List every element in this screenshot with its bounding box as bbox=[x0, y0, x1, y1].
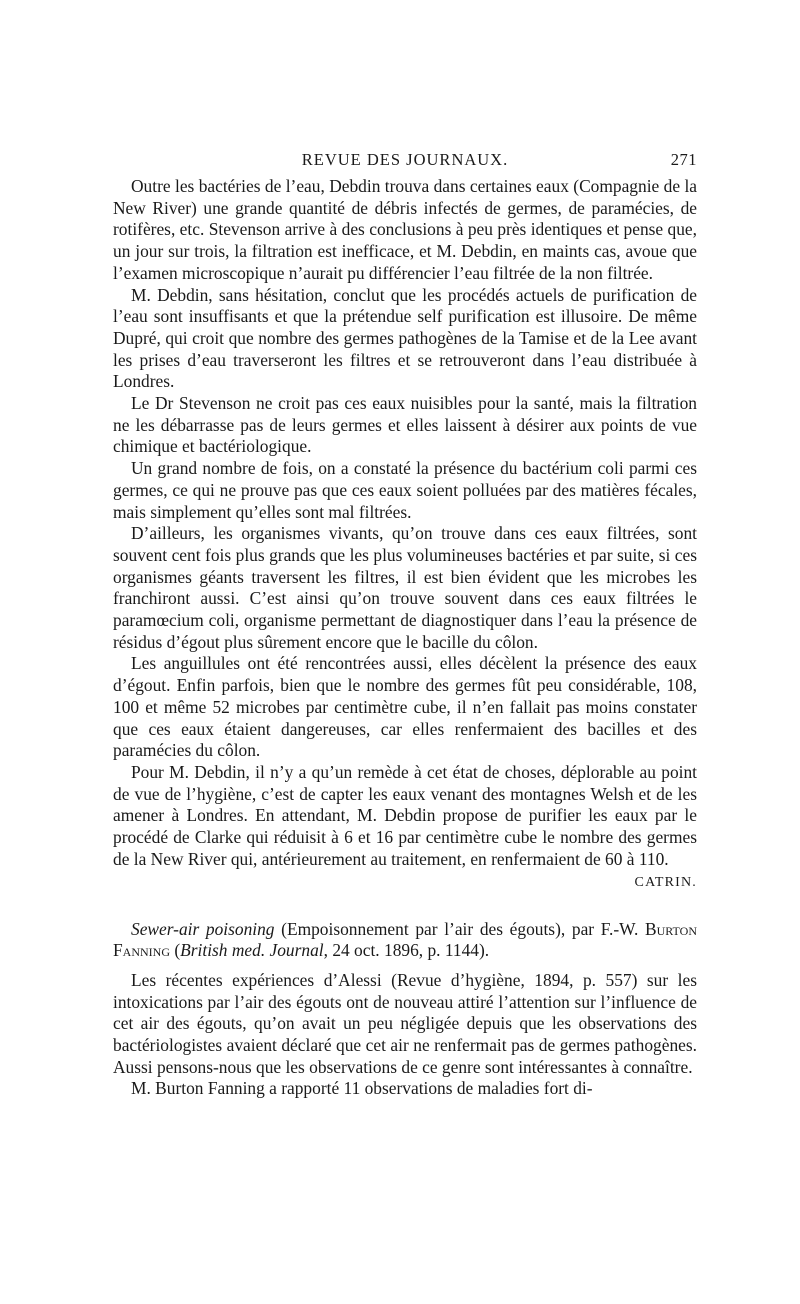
paragraph: Les anguillules ont été rencontrées aussi, elles décèlent la présence des eaux d’égout. Enfin parfois, bien que le nombre des germes fût peu considérable, 108, 100 et même 52 microbes par centimètre cube, il n’en fallait pas moins constater que ces eaux étaient dangereuses, car elles renfermaient des bacilles et des paramécies du côlon. bbox=[113, 653, 697, 761]
article-author: Burton Fanning bbox=[113, 918, 697, 961]
running-head bbox=[113, 150, 697, 176]
source-open-paren: ( bbox=[174, 940, 181, 961]
article-source: British med. Journal bbox=[180, 940, 324, 961]
paragraph: M. Burton Fanning a rapporté 11 observations de maladies fort di- bbox=[131, 1078, 593, 1099]
article-water-filtration bbox=[113, 176, 697, 893]
paragraph: M. Debdin, sans hésitation, conclut que les procédés actuels de purification de l’eau sont insuffisants et que la prétendue self purification est illusoire. De même Dupré, qui croit que nombre des germes pathogènes de la Tamise et de la Lee avant les prises d’eau traverseront les filtres et se retrouveront dans l’eau distribuée à Londres. bbox=[113, 284, 697, 392]
running-title: REVUE DES JOURNAUX. bbox=[301, 150, 509, 169]
paragraph: D’ailleurs, les organismes vivants, qu’on trouve dans ces eaux filtrées, sont souvent cent fois plus grands que les plus volumineuses bactéries et par suite, si ces organismes géants traversent les filtres, il est bien évident que les microbes les franchiront aussi. C’est ainsi qu’on trouve souvent dans ces eaux filtrées le paramœcium coli, organisme permettant de diagnostiquer dans l’eau la présence de résidus d’égout plus sûrement encore que le bacille du côlon. bbox=[113, 523, 697, 652]
paragraph: Un grand nombre de fois, on a constaté la présence du bactérium coli parmi ces germes, ce qui ne prouve pas que ces eaux soient polluées par des matières fécales, mais simplement qu’elles sont mal filtrées. bbox=[113, 458, 697, 522]
document-page bbox=[113, 150, 697, 1100]
article-title-french: (Empoisonnement par l’air des égouts), par F.-W. bbox=[281, 918, 639, 939]
paragraph: Les récentes expériences d’Alessi (Revue d’hygiène, 1894, p. 557) sur les intoxications par l’air des égouts ont de nouveau attiré l’attention sur l’influence de cet air des égouts, qu’on avait un peu négligée depuis que les observations des bactériologistes avaient déclaré que cet air ne renfermait pas de germes pathogènes. Aussi pensons-nous que les observations de ce genre sont intéressantes à connaître. bbox=[113, 969, 697, 1077]
paragraph: Outre les bactéries de l’eau, Debdin trouva dans certaines eaux (Compagnie de la New River) une grande quantité de débris infectés de germes, de paramécies, de rotifères, etc. Stevenson arrive à des conclusions à peu près identiques et pense que, un jour sur trois, la filtration est inefficace, et M. Debdin, en maints cas, avoue que l’examen microscopique n’aurait pu différencier l’eau filtrée de la non filtrée. bbox=[113, 176, 697, 283]
paragraph: Pour M. Debdin, il n’y a qu’un remède à cet état de choses, déplorable au point de vue de l’hygiène, c’est de capter les eaux venant des montagnes Welsh et de les amener à Londres. En attendant, M. Debdin propose de purifier les eaux par le procédé de Clarke qui réduisit à 6 et 16 par centimètre cube le nombre des germes de la New River qui, antérieurement au traitement, en renfermaient de 60 à 110. bbox=[113, 761, 697, 869]
paragraph: Le Dr Stevenson ne croit pas ces eaux nuisibles pour la santé, mais la filtration ne les débarrasse pas de leurs germes et elles laissent à désirer aux points de vue chimique et bactériologique. bbox=[113, 393, 697, 457]
article-source-date: , 24 oct. 1896, p. 1144). bbox=[323, 940, 490, 961]
article-sewer-air bbox=[113, 919, 697, 1101]
page-number: 271 bbox=[670, 150, 697, 169]
author-signature: CATRIN. bbox=[634, 874, 697, 890]
article-title-english: Sewer-air poisoning bbox=[131, 918, 275, 939]
article-heading bbox=[113, 919, 697, 962]
